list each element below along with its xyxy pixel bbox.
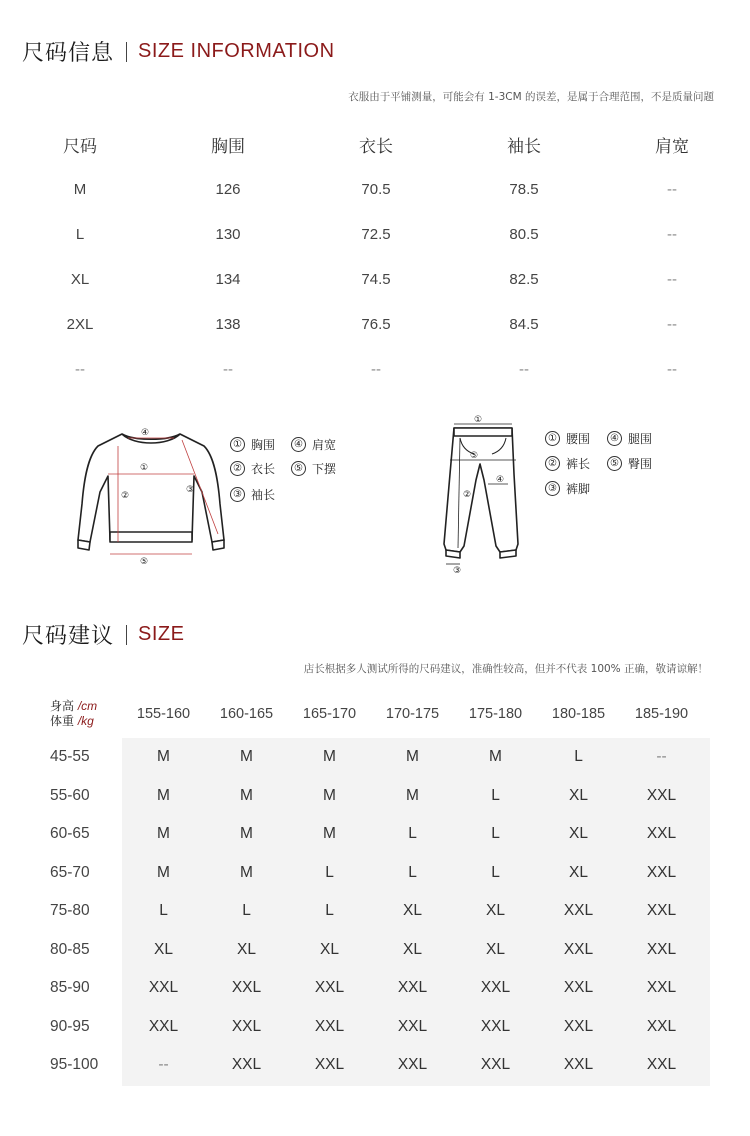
size-cell: M [157,863,170,881]
mark-label: ③ [185,485,195,495]
size-cell: XXL [480,979,511,997]
size-cell: XXL [646,1017,677,1035]
legend-number: ① [545,431,560,446]
size-cell: L [325,863,334,881]
size-suggestion-title-zh: 尺码建议 [22,624,115,649]
legend-label: 裤脚 [566,482,591,496]
size-information-title-en: SIZE INFORMATION [138,40,335,62]
legend-item [545,430,590,447]
size-cell: XXL [646,825,677,843]
size-cell: M [489,748,502,766]
length-value: -- [371,361,381,378]
size-cell: XXL [231,1056,262,1074]
legend-number: ⑤ [291,461,306,476]
size-cell: M [240,825,253,843]
rec-table-header-row [38,690,718,738]
size-table-row [6,212,750,257]
size-cell: XXL [148,979,179,997]
size-cell: M [240,863,253,881]
height-range-header: 180-185 [551,706,606,722]
table-row [38,738,718,777]
chest-value: 130 [215,226,241,243]
table-row [38,969,718,1008]
size-cell: XXL [397,1056,428,1074]
size-cell: XXL [314,1056,345,1074]
shoulder-value: -- [667,271,677,288]
table-row [38,892,718,931]
mark-label: ① [473,415,483,425]
size-cell: M [157,748,170,766]
column-header: 尺码 [63,137,97,157]
legend-label: 下摆 [312,462,337,476]
size-cell: XXL [563,979,594,997]
size-cell: M [406,786,419,804]
weight-range: 55-60 [50,786,90,804]
size-table-row [6,167,750,212]
measurement-note: 衣服由于平铺测量，可能会有 1-3CM 的误差，是属于合理范围，不是质量问题 [348,91,714,103]
legend-item [291,436,336,453]
height-range-header: 155-160 [136,706,191,722]
header-divider [126,625,127,645]
size-cell: -- [158,1056,169,1074]
size-cell: XL [237,940,256,958]
size-information-title-zh: 尺码信息 [22,41,115,66]
size-label: M [73,181,87,198]
legend-item [230,486,275,503]
size-cell: XXL [231,1017,262,1035]
rec-table-body [38,738,718,1085]
legend-label: 腰围 [566,432,591,446]
table-row [38,854,718,893]
legend-item [230,460,275,477]
legend-item [291,460,336,477]
size-cell: -- [656,748,667,766]
legend-label: 衣长 [251,462,276,476]
table-row [38,815,718,854]
pants-measurement-diagram [440,414,520,576]
size-label: 2XL [66,316,94,333]
weight-range: 65-70 [50,863,90,881]
legend-number: ② [230,461,245,476]
legend-number: ④ [607,431,622,446]
weight-label: 体重 [50,714,75,728]
height-range-header: 175-180 [468,706,523,722]
size-cell: XL [569,863,588,881]
shoulder-value: -- [667,181,677,198]
size-cell: XXL [646,863,677,881]
size-cell: XL [403,902,422,920]
size-cell: L [491,825,500,843]
mark-label: ⑤ [139,557,149,567]
size-table-row [6,302,750,347]
size-cell: L [408,825,417,843]
size-cell: XXL [480,1056,511,1074]
length-value: 76.5 [361,316,391,333]
sleeve-value: 80.5 [509,226,539,243]
size-cell: XXL [231,979,262,997]
header-divider [126,42,127,62]
sleeve-value: 82.5 [509,271,539,288]
mark-label: ④ [495,475,505,485]
legend-label: 臀围 [628,457,653,471]
size-cell: XXL [563,902,594,920]
suggestion-note: 店长根据多人测试所得的尺码建议，准确性较高，但并不代表 100% 正确，敬请谅解！ [303,663,708,675]
size-cell: L [408,863,417,881]
size-cell: XXL [563,1017,594,1035]
size-cell: XXL [646,940,677,958]
chest-value: 134 [215,271,241,288]
height-range-header: 170-175 [385,706,440,722]
table-row [38,931,718,970]
weight-range: 80-85 [50,940,90,958]
size-cell: L [491,863,500,881]
size-cell: XXL [563,940,594,958]
table-row [38,1046,718,1085]
size-cell: M [157,825,170,843]
size-suggestion-header [22,619,184,650]
sleeve-value: 84.5 [509,316,539,333]
size-information-table [6,122,750,392]
chest-value: -- [223,361,233,378]
length-value: 70.5 [361,181,391,198]
size-label: XL [70,271,90,288]
size-cell: XXL [480,1017,511,1035]
size-recommendation-table [38,690,718,1085]
size-cell: L [159,902,168,920]
mark-label: ② [120,491,130,501]
height-unit: /cm [77,699,98,713]
legend-label: 腿围 [628,432,653,446]
chest-value: 126 [215,181,241,198]
legend-number: ② [545,456,560,471]
size-table-header-row [6,122,750,167]
size-label: -- [75,361,85,378]
height-range-header: 165-170 [302,706,357,722]
shoulder-value: -- [667,316,677,333]
length-value: 74.5 [361,271,391,288]
mark-label: ④ [140,428,150,438]
legend-item [607,455,652,472]
mark-label: ① [139,463,149,473]
weight-range: 60-65 [50,825,90,843]
size-cell: M [240,748,253,766]
weight-range: 85-90 [50,979,90,997]
size-cell: L [491,786,500,804]
size-cell: L [574,748,583,766]
size-cell: M [323,748,336,766]
sweatshirt-measurement-diagram [76,424,226,569]
legend-number: ③ [230,487,245,502]
size-cell: XL [486,902,505,920]
size-cell: M [157,786,170,804]
legend-item [607,430,652,447]
legend-number: ① [230,437,245,452]
size-cell: XL [486,940,505,958]
size-cell: XXL [314,1017,345,1035]
mark-label: ③ [452,566,462,576]
chest-value: 138 [215,316,241,333]
legend-item [545,455,590,472]
weight-unit: /kg [77,714,94,728]
size-cell: M [323,786,336,804]
mark-label: ② [462,490,472,500]
size-cell: XXL [646,902,677,920]
legend-label: 胸围 [251,438,276,452]
size-label: L [75,226,85,243]
size-cell: XL [403,940,422,958]
size-cell: M [323,825,336,843]
legend-item [545,480,590,497]
size-cell: XXL [646,979,677,997]
size-cell: M [240,786,253,804]
size-table-row [6,347,750,392]
size-cell: XXL [397,1017,428,1035]
weight-range: 90-95 [50,1017,90,1035]
size-cell: M [406,748,419,766]
column-header: 胸围 [211,137,245,157]
size-cell: XXL [646,786,677,804]
table-corner-label [38,699,122,729]
shoulder-value: -- [667,226,677,243]
table-row [38,1008,718,1047]
weight-range: 45-55 [50,748,90,766]
size-cell: XXL [646,1056,677,1074]
column-header: 袖长 [507,137,541,157]
legend-number: ③ [545,481,560,496]
height-range-header: 185-190 [634,706,689,722]
height-range-header: 160-165 [219,706,274,722]
size-table-row [6,257,750,302]
legend-number: ④ [291,437,306,452]
size-cell: XXL [148,1017,179,1035]
size-cell: L [242,902,251,920]
column-header: 衣长 [359,137,393,157]
legend-item [230,436,275,453]
legend-number: ⑤ [607,456,622,471]
size-cell: XL [154,940,173,958]
size-cell: XXL [314,979,345,997]
size-cell: L [325,902,334,920]
weight-range: 75-80 [50,902,90,920]
sleeve-value: -- [519,361,529,378]
column-header: 肩宽 [655,137,689,157]
legend-label: 袖长 [251,488,276,502]
table-row [38,777,718,816]
weight-range: 95-100 [50,1056,99,1074]
size-suggestion-title-en: SIZE [138,623,185,645]
size-information-header [22,36,335,67]
length-value: 72.5 [361,226,391,243]
size-cell: XXL [563,1056,594,1074]
size-cell: XXL [397,979,428,997]
sleeve-value: 78.5 [509,181,539,198]
height-label: 身高 [50,699,75,713]
size-cell: XL [569,786,588,804]
size-cell: XL [569,825,588,843]
mark-label: ⑤ [469,451,479,461]
size-cell: XL [320,940,339,958]
shoulder-value: -- [667,361,677,378]
legend-label: 裤长 [566,457,591,471]
legend-label: 肩宽 [312,438,337,452]
